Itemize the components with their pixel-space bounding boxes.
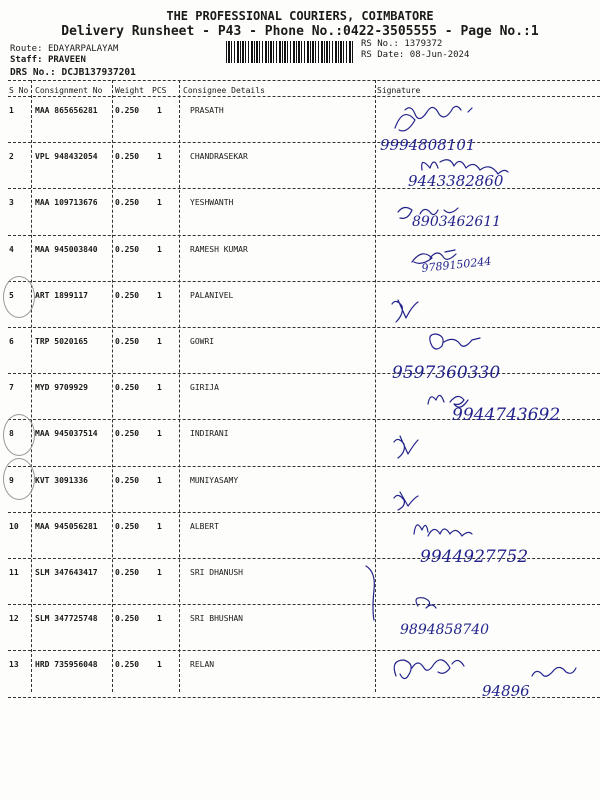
- row-consignment-no: MYD 9709929: [35, 383, 88, 393]
- row-consignment-no: SLM 347643417: [35, 568, 98, 577]
- row-consignee: PALANIVEL: [190, 290, 234, 300]
- row-pcs: 1: [157, 244, 162, 254]
- bracket-mark: [366, 566, 374, 620]
- row-sno: 4: [9, 244, 14, 254]
- rs-date-value: 08-Jun-2024: [409, 50, 470, 60]
- row-consignment-no: MAA 109713676: [35, 198, 98, 208]
- row-sno: 9: [9, 475, 14, 485]
- row-pcs: 1: [157, 429, 162, 439]
- signature-phone: 9443382860: [408, 172, 504, 190]
- rs-no-label: RS No.:: [361, 39, 399, 49]
- row-consignment-no: MAA 865656281: [35, 106, 98, 115]
- row-weight: 0.250: [115, 106, 140, 115]
- route-label: Route:: [10, 44, 43, 54]
- checkmark: [392, 300, 418, 322]
- col-header-signature: Signature: [377, 86, 421, 95]
- row-pcs: 1: [157, 152, 162, 162]
- row-consignment-no: KVT 3091336: [35, 475, 88, 485]
- row-sno: 7: [9, 383, 14, 393]
- signature-scribble: [394, 660, 464, 679]
- row-consignee: RELAN: [190, 660, 215, 670]
- row-consignee: SRI BHUSHAN: [190, 614, 243, 624]
- row-weight: 0.250: [115, 290, 140, 300]
- signature-phone: 9944927752: [420, 547, 529, 567]
- row-weight: 0.250: [115, 244, 140, 254]
- col-header-sno: S No: [9, 86, 29, 95]
- row-weight: 0.250: [115, 429, 140, 439]
- row-sno: 11: [9, 568, 19, 577]
- row-consignee: RAMESH KUMAR: [190, 244, 248, 254]
- row-pcs: 1: [157, 337, 162, 346]
- row-consignee: INDIRANI: [190, 429, 229, 439]
- row-pcs: 1: [157, 475, 162, 485]
- row-sno: 13: [9, 660, 19, 670]
- row-consignment-no: SLM 347725748: [35, 614, 98, 624]
- row-pcs: 1: [157, 198, 162, 208]
- signature-scribble: [532, 667, 576, 676]
- stamp-circle: [3, 458, 35, 500]
- route-value: EDAYARPALAYAM: [47, 44, 119, 54]
- checkmark: [394, 492, 418, 510]
- stamp-circle: [3, 414, 35, 456]
- row-pcs: 1: [157, 568, 162, 577]
- row-weight: 0.250: [115, 198, 140, 208]
- row-weight: 0.250: [115, 152, 140, 162]
- row-weight: 0.250: [115, 614, 140, 624]
- row-pcs: 1: [157, 383, 162, 393]
- rs-date-label: RS Date:: [361, 50, 405, 60]
- col-header-pcs: PCS: [152, 86, 167, 95]
- signature-scribble: [395, 106, 472, 130]
- signature-phone: 9789150244: [420, 254, 492, 275]
- row-sno: 10: [9, 521, 19, 531]
- row-weight: 0.250: [115, 383, 140, 393]
- row-sno: 1: [9, 106, 14, 115]
- staff-value: PRAVEEN: [47, 55, 86, 65]
- row-sno: 5: [9, 290, 14, 300]
- stamp-circle: [3, 276, 35, 318]
- row-consignment-no: HRD 735956048: [35, 660, 98, 670]
- drs-value: DCJB137937201: [61, 67, 136, 78]
- runsheet-title: Delivery Runsheet - P43 - Phone No.:0422-3505555 - Page No.:1: [61, 24, 539, 39]
- row-sno: 12: [9, 614, 19, 624]
- row-consignee: MUNIYASAMY: [190, 475, 239, 485]
- drs-label: DRS No.:: [10, 67, 56, 78]
- row-consignee: GOWRI: [190, 337, 215, 346]
- checkmark: [394, 436, 418, 458]
- row-consignee: PRASATH: [190, 106, 224, 115]
- row-pcs: 1: [157, 521, 162, 531]
- row-pcs: 1: [157, 614, 162, 624]
- signature-phone: 94896: [482, 682, 530, 700]
- signature-scribble: [430, 334, 480, 349]
- row-consignee: GIRIJA: [190, 383, 219, 393]
- row-consignment-no: VPL 948432054: [35, 152, 98, 162]
- signature-phone: 8903462611: [412, 214, 502, 230]
- row-consignment-no: TRP 5020165: [35, 337, 88, 346]
- row-consignment-no: MAA 945056281: [35, 521, 98, 531]
- row-consignee: SRI DHANUSH: [190, 568, 243, 577]
- row-sno: 2: [9, 152, 14, 162]
- rs-no-value: 1379372: [404, 39, 443, 49]
- row-consignment-no: MAA 945003840: [35, 244, 98, 254]
- signature-phone: 9994808101: [380, 136, 476, 154]
- row-sno: 6: [9, 337, 14, 346]
- row-sno: 8: [9, 429, 14, 439]
- col-header-consignment: Consignment No: [35, 86, 103, 95]
- company-title: THE PROFESSIONAL COURIERS, COIMBATORE: [166, 9, 434, 23]
- row-weight: 0.250: [115, 521, 140, 531]
- staff-label: Staff:: [10, 55, 43, 65]
- row-consignee: ALBERT: [190, 521, 219, 531]
- signature-scribble: [414, 525, 472, 536]
- row-pcs: 1: [157, 290, 162, 300]
- row-weight: 0.250: [115, 475, 140, 485]
- col-header-consignee: Consignee Details: [183, 86, 265, 95]
- signature-phone: 9894858740: [400, 622, 490, 638]
- row-sno: 3: [9, 198, 14, 208]
- signature-scribble: [416, 598, 436, 608]
- row-consignee: YESHWANTH: [190, 198, 234, 208]
- row-consignee: CHANDRASEKAR: [190, 152, 248, 162]
- col-header-weight: Weight: [115, 86, 144, 95]
- row-weight: 0.250: [115, 660, 140, 670]
- row-weight: 0.250: [115, 568, 140, 577]
- signature-phone: 9944743692: [452, 405, 561, 425]
- row-consignment-no: MAA 945037514: [35, 429, 98, 439]
- signature-phone: 9597360330: [392, 363, 501, 383]
- row-consignment-no: ART 1899117: [35, 290, 88, 300]
- row-weight: 0.250: [115, 337, 140, 346]
- row-pcs: 1: [157, 660, 162, 670]
- row-pcs: 1: [157, 106, 162, 115]
